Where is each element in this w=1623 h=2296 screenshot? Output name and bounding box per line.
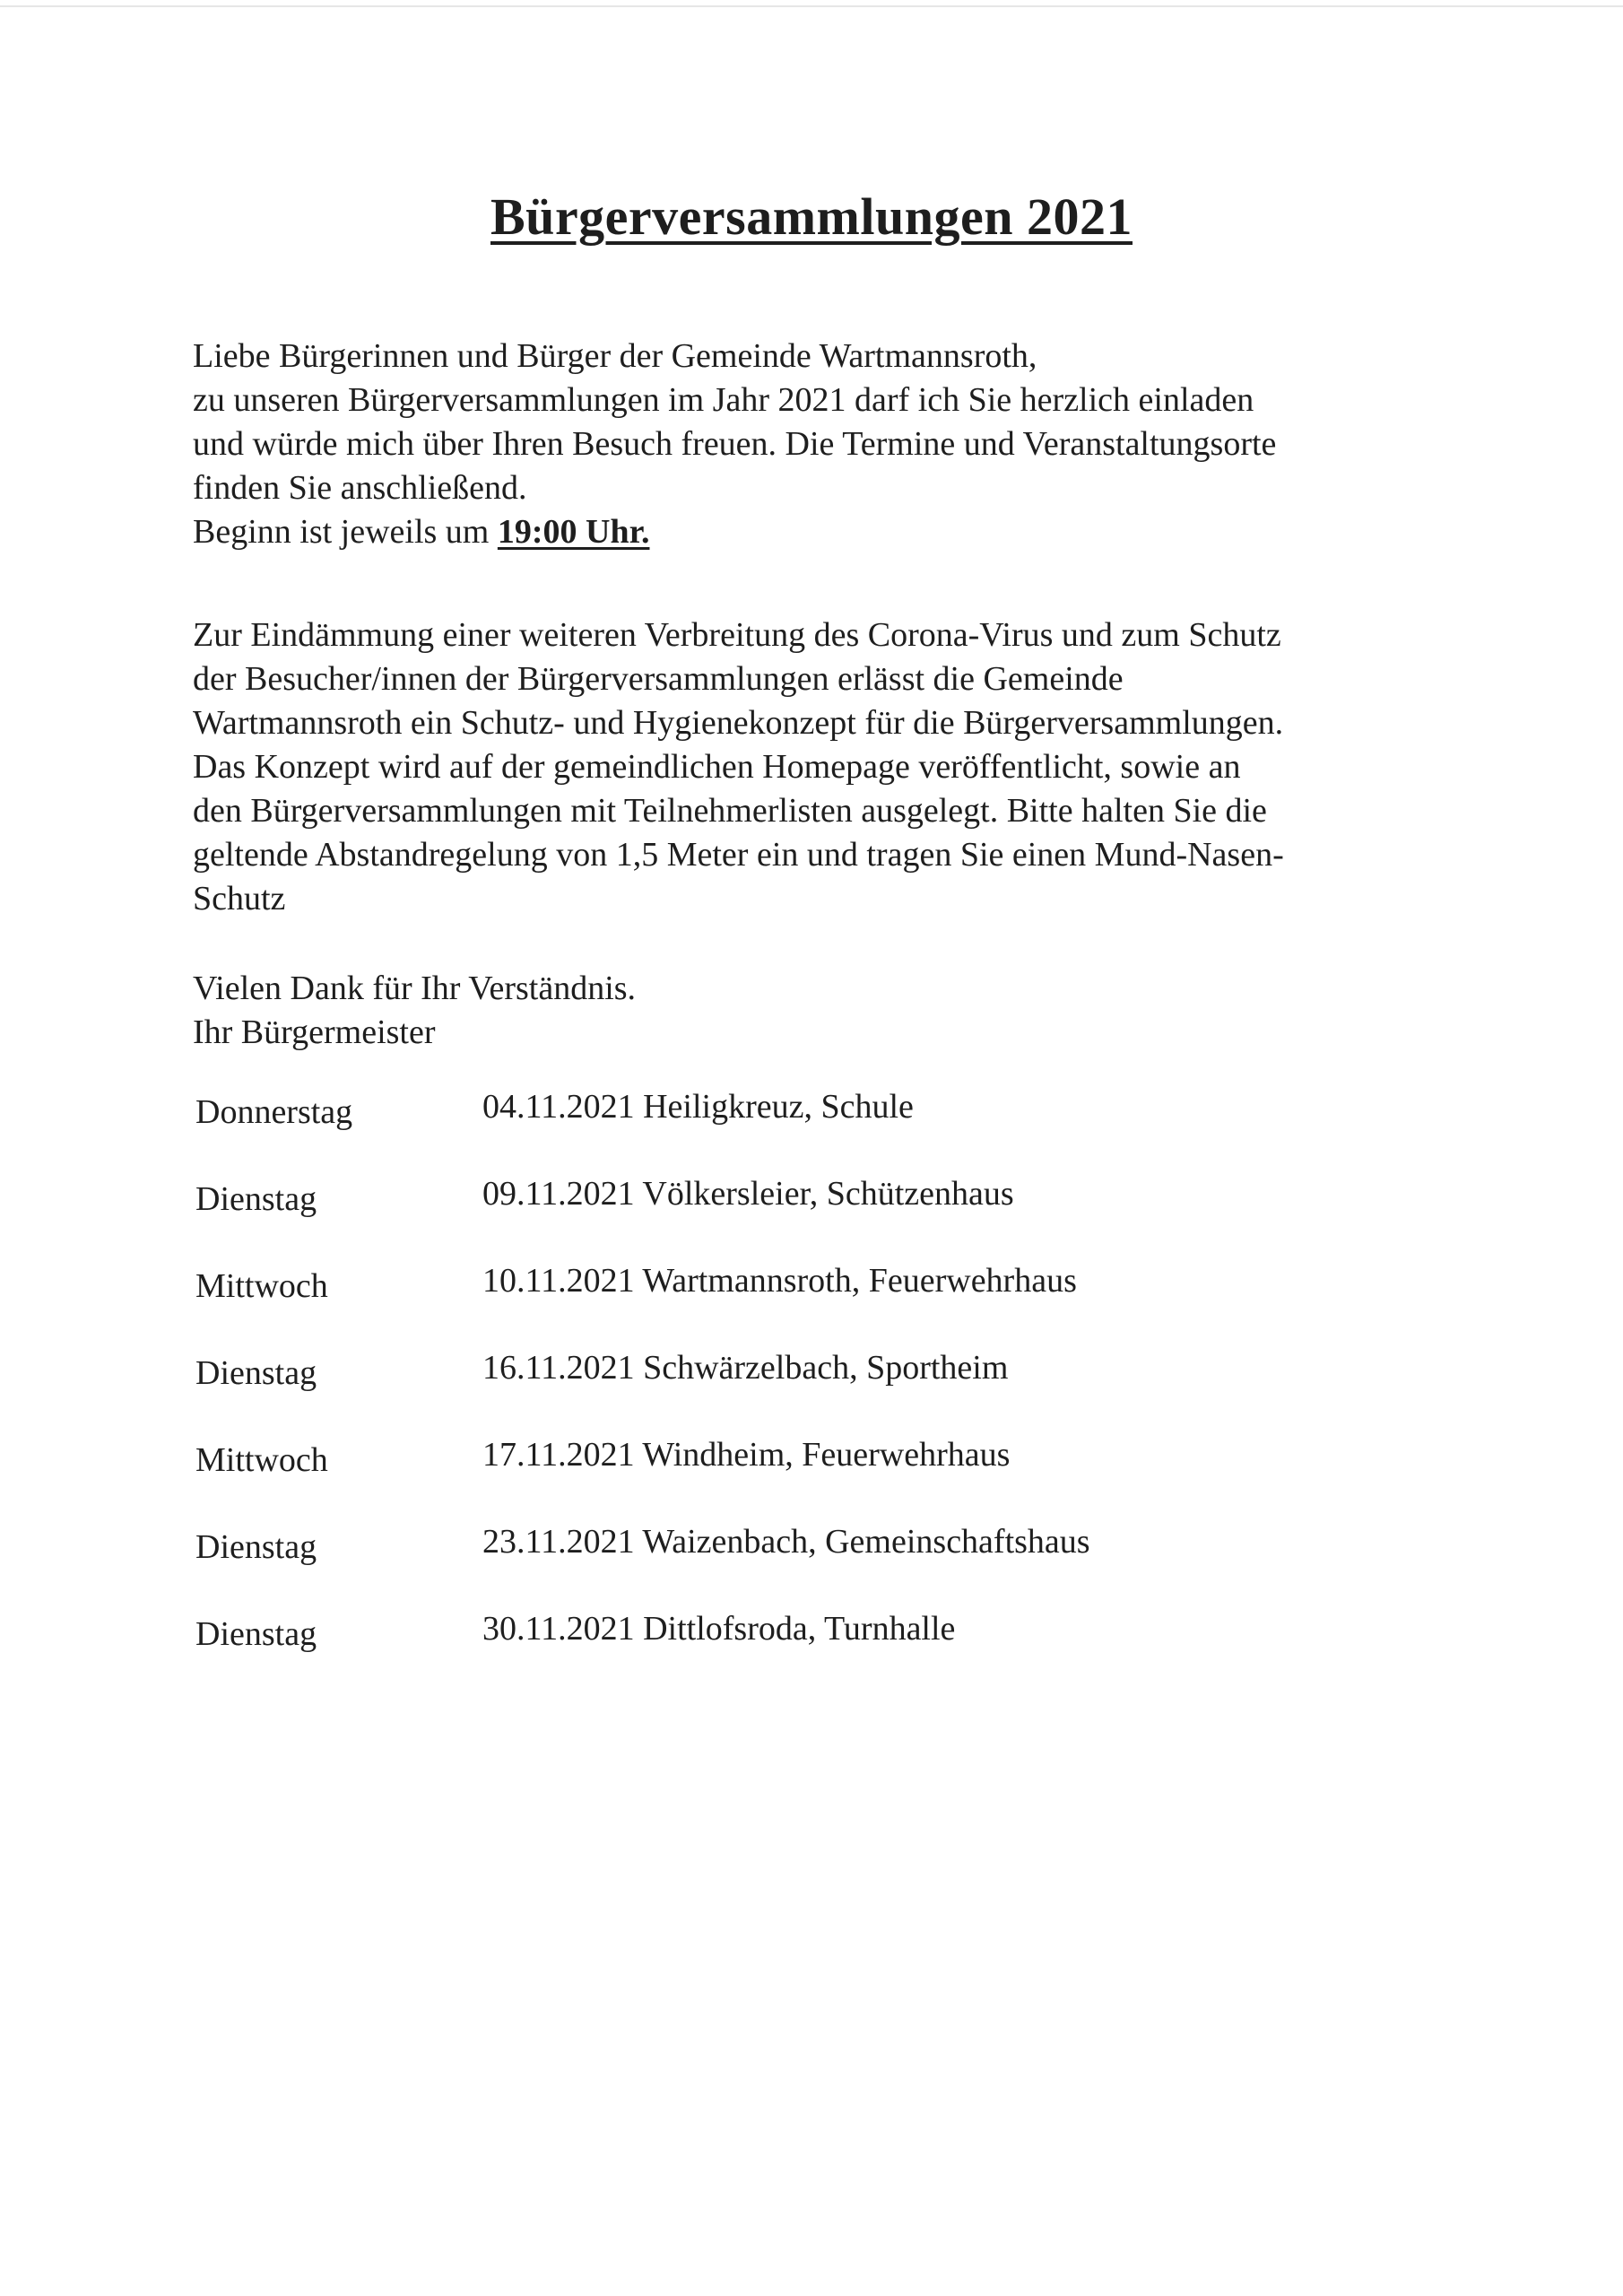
intro-line: finden Sie anschließend. (193, 469, 527, 507)
schedule-day: Dienstag (195, 1354, 317, 1392)
schedule-day: Dienstag (195, 1180, 317, 1218)
schedule-list (195, 1088, 1451, 1701)
start-time-prefix: Beginn ist jeweils um (193, 513, 498, 551)
corona-line: Das Konzept wird auf der gemeindlichen Homepage veröffentlicht, sowie an (193, 748, 1241, 786)
schedule-row (195, 1349, 1451, 1440)
intro-line: und würde mich über Ihren Besuch freuen. Die Termine und Veranstaltungsorte (193, 425, 1277, 463)
schedule-row (195, 1088, 1451, 1179)
schedule-row (195, 1175, 1451, 1266)
corona-line: der Besucher/innen der Bürgerversammlungen erlässt die Gemeinde (193, 660, 1124, 698)
page-title-text: Bürgerversammlungen 2021 (490, 187, 1133, 246)
schedule-row (195, 1436, 1451, 1527)
corona-line: den Bürgerversammlungen mit Teilnehmerlisten ausgelegt. Bitte halten Sie die (193, 792, 1267, 830)
intro-line: Liebe Bürgerinnen und Bürger der Gemeinde Wartmannsroth, (193, 337, 1037, 375)
schedule-row (195, 1262, 1451, 1353)
corona-line: Wartmannsroth ein Schutz- und Hygienekonzept für die Bürgerversammlungen. (193, 704, 1284, 742)
schedule-event: 16.11.2021 Schwärzelbach, Sportheim (482, 1349, 1009, 1387)
signature-line: Ihr Bürgermeister (193, 1013, 436, 1051)
corona-line: Schutz (193, 880, 286, 918)
intro-paragraph (193, 335, 1466, 554)
closing-block (193, 967, 1466, 1055)
schedule-event: 10.11.2021 Wartmannsroth, Feuerwehrhaus (482, 1262, 1077, 1300)
schedule-event: 09.11.2021 Völkersleier, Schützenhaus (482, 1175, 1014, 1213)
schedule-event: 23.11.2021 Waizenbach, Gemeinschaftshaus (482, 1523, 1090, 1561)
page-title (0, 187, 1623, 247)
schedule-day: Dienstag (195, 1615, 317, 1653)
scan-edge-line (0, 5, 1623, 7)
corona-line: geltende Abstandregelung von 1,5 Meter ein und tragen Sie einen Mund-Nasen- (193, 836, 1284, 874)
schedule-day: Mittwoch (195, 1267, 328, 1305)
corona-paragraph (193, 613, 1466, 921)
schedule-day: Mittwoch (195, 1441, 328, 1479)
start-time-line (193, 510, 1466, 554)
corona-line: Zur Eindämmung einer weiteren Verbreitung des Corona-Virus und zum Schutz (193, 616, 1281, 654)
schedule-day: Dienstag (195, 1528, 317, 1566)
thanks-line: Vielen Dank für Ihr Verständnis. (193, 970, 637, 1007)
schedule-row (195, 1523, 1451, 1614)
schedule-event: 30.11.2021 Dittlofsroda, Turnhalle (482, 1610, 956, 1648)
start-time: 19:00 Uhr. (497, 513, 650, 551)
schedule-day: Donnerstag (195, 1093, 353, 1131)
schedule-row (195, 1610, 1451, 1701)
schedule-event: 17.11.2021 Windheim, Feuerwehrhaus (482, 1436, 1011, 1474)
schedule-event: 04.11.2021 Heiligkreuz, Schule (482, 1088, 914, 1126)
intro-line: zu unseren Bürgerversammlungen im Jahr 2021 darf ich Sie herzlich einladen (193, 381, 1254, 419)
